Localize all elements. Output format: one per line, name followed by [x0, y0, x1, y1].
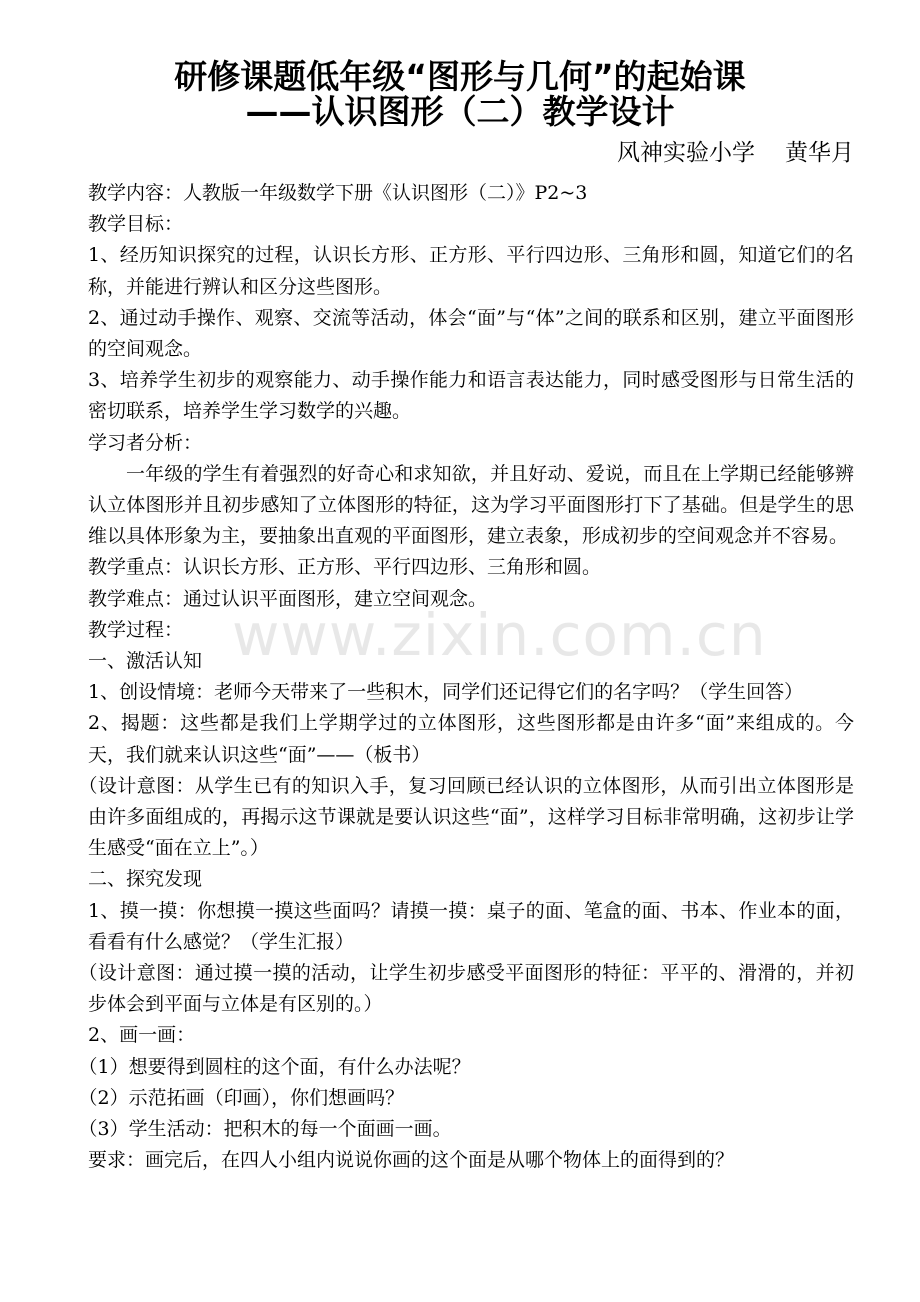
requirement-line: 要求：画完后，在四人小组内说说你画的这个面是从哪个物体上的面得到的？ [88, 1149, 735, 1172]
process-item: 1、摸一摸：你想摸一摸这些面吗？请摸一摸：桌子的面、笔盒的面、书本、作业本的面，看看有什么感觉？（学生汇报） [88, 899, 854, 953]
design-intent-note: （设计意图：通过摸一摸的活动，让学生初步感受平面图形的特征：平平的、滑滑的，并初步体会到平面与立体是有区别的。） [78, 962, 854, 1016]
sub-item: （1）想要得到圆柱的这个面，有什么办法呢？ [78, 1055, 471, 1078]
section-heading-process: 教学过程： [88, 618, 184, 641]
document-title: 研修课题低年级“图形与几何”的起始课 [174, 57, 746, 96]
section-heading-objectives: 教学目标： [88, 213, 184, 236]
teaching-difficulty: 教学难点：通过认识平面图形，建立空间观念。 [88, 587, 488, 610]
section-heading-learner-analysis: 学习者分析： [88, 431, 203, 454]
objective-item: 1、经历知识探究的过程，认识长方形、正方形、平行四边形、三角形和圆，知道它们的名称，并能进行辨认和区分这些图形。 [88, 244, 854, 298]
watermark: www.zixin.com.cn [232, 601, 767, 669]
process-item: 1、创设情境：老师今天带来了一些积木，同学们还记得它们的名字吗？（学生回答） [88, 681, 804, 704]
sub-item: （3）学生活动：把积木的每一个面画一画。 [78, 1118, 452, 1141]
document-subtitle: ——认识图形（二）教学设计 [245, 92, 675, 131]
step-heading-explore: 二、探究发现 [88, 868, 203, 891]
teaching-key-point: 教学重点：认识长方形、正方形、平行四边形、三角形和圆。 [88, 556, 602, 579]
design-intent-note: （设计意图：从学生已有的知识入手，复习回顾已经认识的立体图形，从而引出立体图形是由许多面组成的，再揭示这节课就是要认识这些“面”，这样学习目标非常明确，这初步让学生感受“面在立上”。） [78, 774, 854, 860]
process-item: 2、揭题：这些都是我们上学期学过的立体图形，这些图形都是由许多“面”来组成的。今天，我们就来认识这些“面”——（板书） [88, 712, 854, 766]
author-line [617, 138, 854, 168]
step-heading-activate: 一、激活认知 [88, 650, 203, 673]
objective-item: 2、通过动手操作、观察、交流等活动，体会“面”与“体”之间的联系和区别，建立平面图形的空间观念。 [88, 306, 854, 361]
author-school: 风神实验小学 [617, 140, 755, 166]
document-body [78, 178, 854, 1177]
author-name: 黄华月 [785, 140, 854, 166]
process-item: 2、画一画： [88, 1024, 196, 1047]
teaching-content: 教学内容：人教版一年级数学下册《认识图形（二）》P2~3 [88, 182, 588, 204]
objective-item: 3、培养学生初步的观察能力、动手操作能力和语言表达能力，同时感受图形与日常生活的密切联系，培养学生学习数学的兴趣。 [88, 369, 854, 423]
learner-analysis-paragraph: 一年级的学生有着强烈的好奇心和求知欲，并且好动、爱说，而且在上学期已经能够辨认立体图形并且初步感知了立体图形的特征，这为学习平面图形打下了基础。但是学生的思维以具体形象为主，要抽象出直观的平面图形，建立表象，形成初步的空间观念并不容易。 [88, 462, 854, 548]
sub-item: （2）示范拓画（印画），你们想画吗？ [78, 1086, 405, 1109]
